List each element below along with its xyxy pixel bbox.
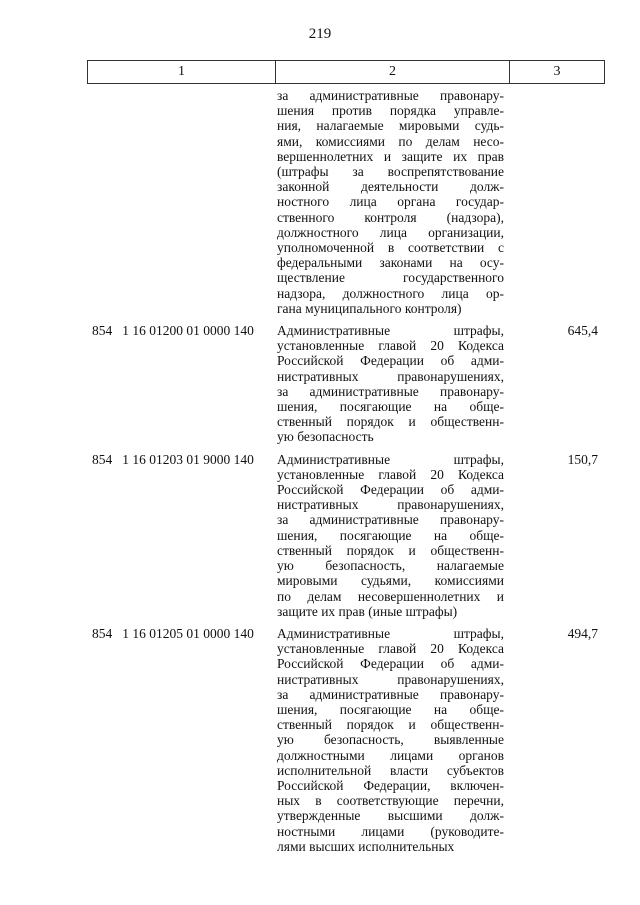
description-line: установленные главой 20 Кодекса (277, 466, 504, 482)
description-line: уполномоченной в соответствии с (277, 240, 504, 256)
description-line: должностного лица организации, (277, 224, 504, 240)
amount-cell: 150,7 (567, 451, 598, 467)
description-line: ую безопасность, налагаемые (277, 558, 504, 574)
administrator-code: 854 (92, 323, 113, 339)
description-line: ществление государственного (277, 270, 504, 286)
description-line: должностными лицами органов (277, 747, 504, 763)
amount-cell: 645,4 (567, 323, 598, 339)
description-line: ственный порядок и общественн- (277, 717, 504, 733)
description-line: ственный порядок и общественн- (277, 414, 504, 430)
description-cell (274, 626, 506, 854)
table-row (88, 323, 600, 445)
description-line: ностными лицами (руководите- (277, 823, 504, 839)
description-line: за административные правонару- (277, 88, 504, 103)
description-line: Российской Федерации об адми- (277, 482, 504, 498)
description-cell (274, 452, 506, 619)
description-line: по делам несовершеннолетних и (277, 588, 504, 604)
description-line: ую безопасность (277, 429, 374, 445)
header-col-1: 1 (88, 61, 276, 84)
description-line: ую безопасность, выявленные (277, 732, 504, 748)
description-line: шения, посягающие на обще- (277, 527, 504, 543)
description-line: защите их прав (иные штрафы) (277, 603, 458, 619)
description-line: шения, посягающие на обще- (277, 701, 504, 717)
administrator-code: 854 (92, 451, 113, 467)
revenue-code: 1 16 01205 01 0000 140 (122, 625, 254, 641)
table-header (87, 60, 605, 84)
description-line: ственного контроля (надзора), (277, 209, 504, 225)
description-line: Российской Федерации, включен- (277, 777, 504, 793)
description-cell (274, 323, 506, 445)
revenue-code: 1 16 01200 01 0000 140 (122, 323, 254, 339)
description-line: Российской Федерации об адми- (277, 353, 504, 369)
description-line: нистративных правонарушениях, (277, 368, 504, 384)
table-row (88, 88, 600, 316)
budget-code-cell (88, 626, 274, 641)
description-line: установленные главой 20 Кодекса (277, 338, 504, 354)
description-line: за административные правонару- (277, 383, 504, 399)
description-line: нистративных правонарушениях, (277, 497, 504, 513)
description-line: шения против порядка управле- (277, 103, 504, 119)
description-line: ственный порядок и общественн- (277, 542, 504, 558)
description-line: Российской Федерации об адми- (277, 656, 504, 672)
table-row (88, 452, 600, 619)
budget-code-cell (88, 452, 274, 467)
table-body (88, 88, 600, 854)
description-line: гана муниципального контроля) (277, 300, 462, 316)
description-line: ных в соответствующие перечни, (277, 793, 504, 809)
table-row (88, 626, 600, 854)
description-line: федеральными законами на осу- (277, 255, 504, 271)
description-line: законной деятельности долж- (277, 179, 504, 195)
revenue-code: 1 16 01203 01 9000 140 (122, 451, 254, 467)
description-line: нистративных правонарушениях, (277, 671, 504, 687)
description-line: утвержденные высшими долж- (277, 808, 504, 824)
description-line: Административные штрафы, (277, 451, 504, 467)
page-number: 219 (308, 26, 332, 42)
description-cell (274, 88, 506, 316)
description-line: надзора, должностного лица ор- (277, 285, 504, 301)
description-line: исполнительной власти субъектов (277, 762, 504, 778)
description-line: ностного лица органа государ- (277, 194, 504, 210)
description-line: мировыми судьями, комиссиями (277, 573, 504, 589)
description-line: установленные главой 20 Кодекса (277, 641, 504, 657)
description-line: ния, налагаемые мировыми судь- (277, 118, 504, 134)
budget-code-cell (88, 323, 274, 338)
description-line: (штрафы за воспрепятствование (277, 164, 504, 180)
administrator-code: 854 (92, 625, 113, 641)
header-col-3: 3 (510, 61, 605, 84)
header-col-2: 2 (276, 61, 510, 84)
description-line: ями, комиссиями по делам несо- (277, 133, 504, 149)
description-line: шения, посягающие на обще- (277, 399, 504, 415)
description-line: Административные штрафы, (277, 625, 504, 641)
description-line: за административные правонару- (277, 686, 504, 702)
description-line: за административные правонару- (277, 512, 504, 528)
description-line: лями высших исполнительных (277, 838, 455, 854)
description-line: Административные штрафы, (277, 323, 504, 339)
description-line: вершеннолетних и защите их прав (277, 148, 504, 164)
amount-cell: 494,7 (567, 625, 598, 641)
